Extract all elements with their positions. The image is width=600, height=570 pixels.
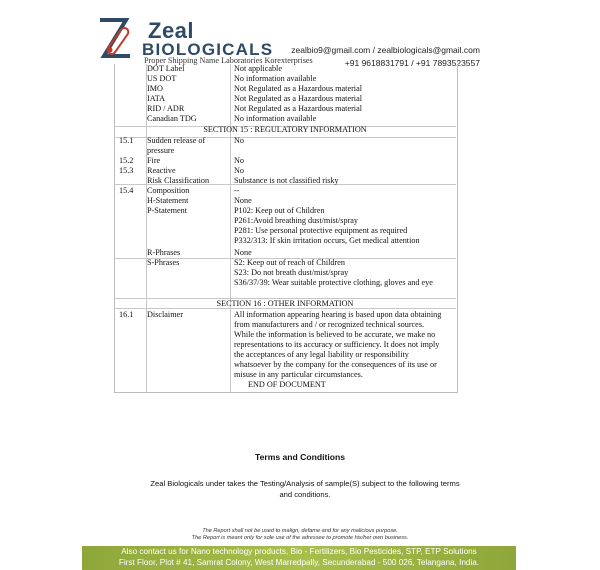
disclaimer-line: whatsoever by the company for the consequences of its use or: [234, 360, 437, 369]
row-label: IMO: [147, 84, 163, 93]
section-16-heading: SECTION 16 : OTHER INFORMATION: [216, 299, 354, 308]
row-value: Not applicable: [234, 64, 282, 73]
row-value: --: [234, 186, 240, 195]
fine-print: [0, 528, 600, 542]
disclaimer-line: All information appearing hearing is based upon data obtaining: [234, 310, 442, 319]
footer-line: Also contact us for Nano technology products, Bio - Fertilizers, Bio Pesticides, STP, ETP Solutions: [121, 547, 477, 556]
s-phrase-line: S2: Keep out of reach of Children: [234, 258, 345, 267]
s-phrase-line: S23: Do not breath dust/mist/spray: [234, 268, 349, 277]
row-label: Disclaimer: [147, 310, 183, 319]
p-statement-line: P332/313: If skin irritation occurs, Get medical attention: [234, 236, 420, 245]
contact-emails: zealbio9@gmail.com / zealbiologicals@gmail.com: [291, 45, 480, 55]
disclaimer-line: While the information is believed to be accurate, we make no: [234, 330, 436, 339]
brand-subtitle: BIOLOGICALS: [142, 40, 274, 59]
brand-name: Zeal: [148, 18, 195, 43]
row-label: P-Statement: [147, 206, 188, 215]
row-label: IATA: [147, 94, 165, 103]
terms-line: and conditions.: [279, 490, 331, 499]
row-label-continued: pressure: [147, 146, 175, 155]
row-label: Sudden release of: [147, 136, 206, 145]
contact-phones: +91 9618831791 / +91 7893523557: [344, 58, 480, 68]
row-value: No information available: [234, 74, 317, 83]
fine-print-line: The Report is meant only for sole use of the adressee to promote his/her own business.: [191, 535, 409, 541]
terms-line: Zeal Biologicals under takes the Testing/Analysis of sample(S) subject to the following terms: [150, 479, 460, 488]
disclaimer-line: from manufacturers and / or recognized technical sources.: [234, 320, 425, 329]
row-label: Fire: [147, 156, 161, 165]
row-label: US DOT: [147, 74, 177, 83]
row-label: RID / ADR: [147, 104, 185, 113]
p-statement-line: P261:Avoid breathing dust/mist/spray: [234, 216, 359, 225]
footer-line: First Floor, Plot # 41, Samrat Colony, West Marredpally, Secunderabad - 500 026, Telangana, India.: [118, 558, 480, 567]
row-value: Not Regulated as a Hazardous material: [234, 94, 362, 103]
footer-banner: [82, 546, 516, 570]
row-number: 15.3: [119, 166, 134, 175]
terms-text: [140, 478, 470, 500]
row-number: 15.1: [119, 136, 134, 145]
disclaimer-line: representations to its accuracy or sufficiency. It does not imply: [234, 340, 440, 349]
row-value: Substance is not classified risky: [234, 176, 339, 185]
row-value: Not Regulated as a Hazardous material: [234, 84, 362, 93]
fine-print-line: The Report shall not be used to malign, defame and for any malicious purpose.: [202, 528, 398, 534]
row-number: 15.4: [119, 186, 134, 195]
row-label: S-Phrases: [147, 258, 180, 267]
row-number: 16.1: [119, 310, 134, 319]
row-label: R-Phrases: [147, 248, 181, 257]
terms-title: Terms and Conditions: [254, 452, 346, 462]
row-label: Reactive: [147, 166, 176, 175]
p-statement-line: P102: Keep out of Children: [234, 206, 325, 215]
section-15-heading: SECTION 15 : REGULATORY INFORMATION: [203, 125, 367, 134]
row-label: DOT Label: [147, 64, 185, 73]
end-of-document: END OF DOCUMENT: [248, 380, 326, 389]
row-value: No: [234, 136, 245, 145]
row-value: No: [234, 156, 245, 165]
row-value: None: [234, 196, 252, 205]
test-tube-logo-icon: [96, 16, 146, 64]
p-statement-line: P281: Use personal protective equipment as required: [234, 226, 408, 235]
row-value: No information available: [234, 114, 317, 123]
row-value: None: [234, 248, 252, 257]
disclaimer-line: misuse in any particular circumstances.: [234, 370, 363, 379]
row-value: No: [234, 166, 245, 175]
s-phrase-line: S36/37/39: Wear suitable protective clothing, gloves and eye: [234, 278, 433, 287]
row-label: Canadian TDG: [147, 114, 197, 123]
row-label: Risk Classification: [147, 176, 210, 185]
row-value: Not Regulated as a Hazardous material: [234, 104, 362, 113]
column-divider: [230, 64, 231, 392]
row-number: 15.2: [119, 156, 134, 165]
overlapped-header-text: Proper Shipping Name Laboratories Korexterprises: [144, 56, 313, 65]
row-label: H-Statement: [147, 196, 189, 205]
row-label: Composition: [147, 186, 190, 195]
disclaimer-line: the acceptances of any legal liability or responsibility: [234, 350, 409, 359]
